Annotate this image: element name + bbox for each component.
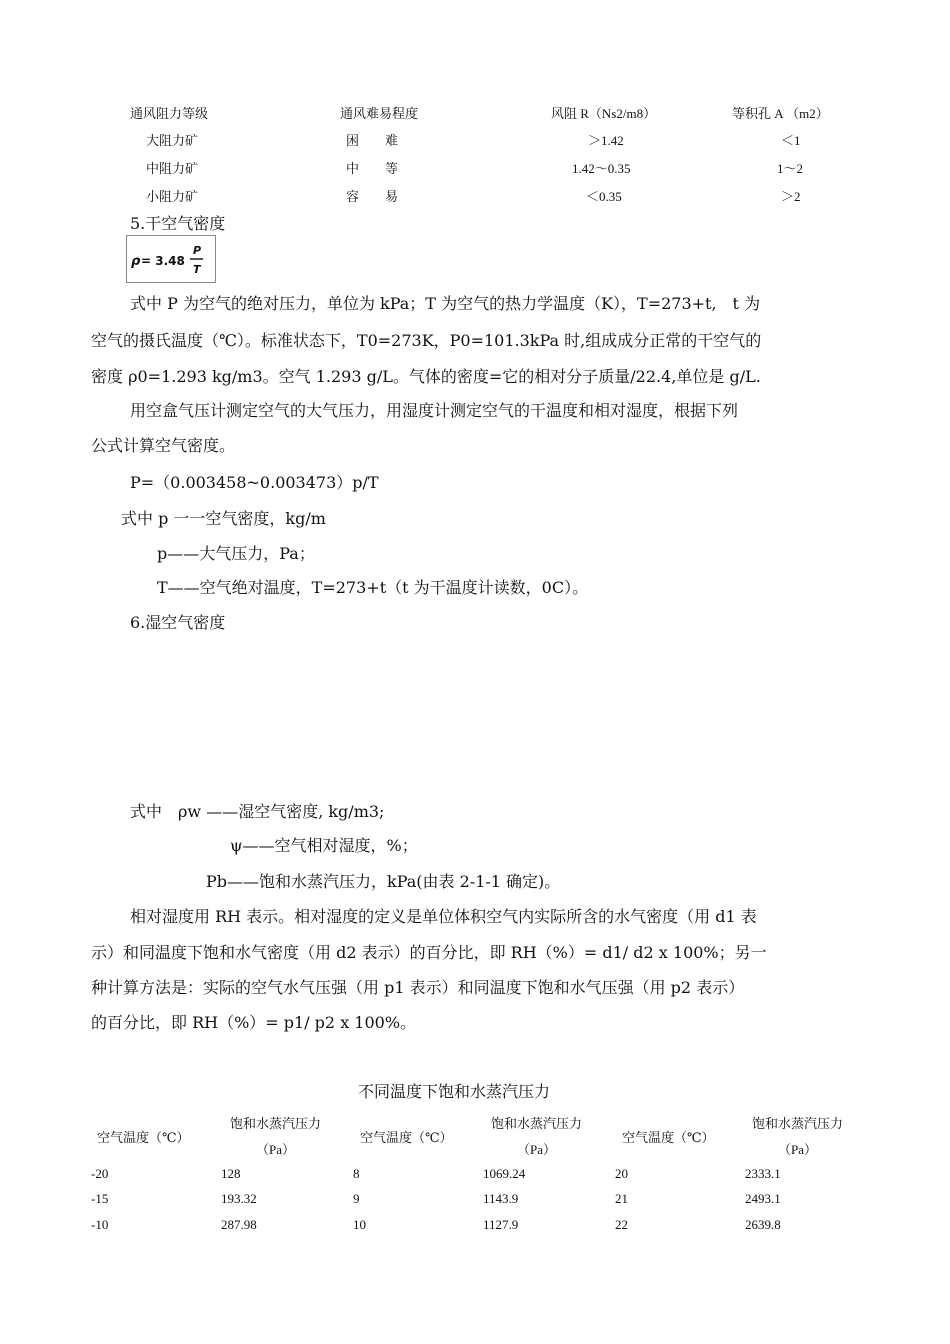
sat-header-pressure: 饱和水蒸汽压力 [752,1116,844,1131]
vent-cell: 1～2 [777,161,804,176]
paragraph-line: 用空盒气压计测定空气的大气压力，用湿度计测定空气的干温度和相对湿度，根据下列 [130,401,739,420]
paragraph-line: 式中 P 为空气的绝对压力，单位为 kPa；T 为空气的热力学温度（K），T=273+t, t 为 [130,294,761,313]
vent-header-resistance: 风阻 R（Ns2/m8） [551,106,657,121]
sat-cell: 10 [353,1217,366,1232]
svg-text:T: T [193,263,201,276]
definition-line: ψ——空气相对湿度，%； [230,836,418,855]
sat-cell: 1127.9 [483,1217,519,1232]
paragraph-line: 的百分比，即 RH（%）= p1/ p2 x 100%。 [91,1013,417,1032]
sat-header-pressure-unit: （Pa） [256,1142,296,1157]
vent-header-orifice: 等积孔 A （m2） [732,106,829,121]
vent-header-grade: 通风阻力等级 [130,106,209,121]
svg-text:P: P [193,244,202,257]
sat-cell: 2493.1 [745,1191,781,1206]
sat-cell: 8 [353,1166,360,1181]
section6-heading: 6.湿空气密度 [130,613,226,632]
sat-cell: 21 [615,1191,628,1206]
vent-cell: 小阻力矿 [146,189,199,204]
sat-header-temp: 空气温度（℃） [97,1130,190,1145]
sat-cell: -20 [91,1166,109,1181]
sat-cell: 2639.8 [745,1217,781,1232]
svg-text:ρ: ρ [131,254,141,269]
sat-cell: 2333.1 [745,1166,781,1181]
formula-line: P=（0.003458~0.003473）p/T [130,473,379,492]
vent-header-difficulty: 通风难易程度 [340,106,419,121]
definition-line: 式中 ρw ——湿空气密度, kg/m3; [130,802,385,821]
sat-header-temp: 空气温度（℃） [622,1130,715,1145]
vent-cell: ＞2 [781,189,801,204]
definition-line: Pb——饱和水蒸汽压力，kPa(由表 2-1-1 确定)。 [206,872,561,891]
paragraph-line: 密度 ρ0=1.293 kg/m3。空气 1.293 g/L。气体的密度=它的相对分子质量/22.4,单位是 g/L. [91,367,761,386]
paragraph-line: 示）和同温度下饱和水气密度（用 d2 表示）的百分比，即 RH（%）= d1/ d2 x 100%；另一 [91,943,767,962]
sat-cell: 287.98 [221,1217,257,1232]
vent-cell: 中阻力矿 [146,161,199,176]
density-formula-svg [127,236,215,282]
section5-heading: 5.干空气密度 [130,214,226,233]
sat-cell: 193.32 [221,1191,257,1206]
vent-cell: 中 等 [346,161,399,176]
paragraph-line: 种计算方法是：实际的空气水气压强（用 p1 表示）和同温度下饱和水气压强（用 p2 表示） [91,978,745,997]
vent-cell: ＜1 [781,133,801,148]
sat-header-pressure: 饱和水蒸汽压力 [491,1116,583,1131]
vent-cell: ＞1.42 [588,133,624,148]
sat-cell: 9 [353,1191,360,1206]
sat-cell: -15 [91,1191,109,1206]
definition-line: 式中 p 一一空气密度，kg/m [121,509,326,528]
vent-cell: 大阻力矿 [146,133,199,148]
vent-cell: 1.42～0.35 [572,161,631,176]
sat-cell: 20 [615,1166,628,1181]
sat-cell: 128 [221,1166,241,1181]
definition-line: T——空气绝对温度，T=273+t（t 为干温度计读数，0C）。 [157,578,589,597]
paragraph-line: 公式计算空气密度。 [91,436,236,455]
vent-cell: 容 易 [346,189,399,204]
sat-header-pressure-unit: （Pa） [517,1142,557,1157]
paragraph-line: 相对湿度用 RH 表示。相对湿度的定义是单位体积空气内实际所含的水气密度（用 d1 表 [130,907,757,926]
sat-cell: 22 [615,1217,628,1232]
vent-cell: 困 难 [346,133,399,148]
sat-header-temp: 空气温度（℃） [360,1130,453,1145]
density-formula-image [126,235,216,283]
paragraph-line: 空气的摄氏温度（℃）。标准状态下，T0=273K，P0=101.3kPa 时,组成成分正常的干空气的 [91,331,762,350]
sat-header-pressure-unit: （Pa） [778,1142,818,1157]
svg-text:= 3.48: = 3.48 [141,254,185,268]
definition-line: p——大气压力，Pa； [157,544,315,563]
sat-header-pressure: 饱和水蒸汽压力 [230,1116,322,1131]
sat-cell: 1143.9 [483,1191,519,1206]
sat-cell: -10 [91,1217,109,1232]
saturation-table-title: 不同温度下饱和水蒸汽压力 [358,1084,551,1101]
vent-cell: ＜0.35 [586,189,622,204]
sat-cell: 1069.24 [483,1166,526,1181]
